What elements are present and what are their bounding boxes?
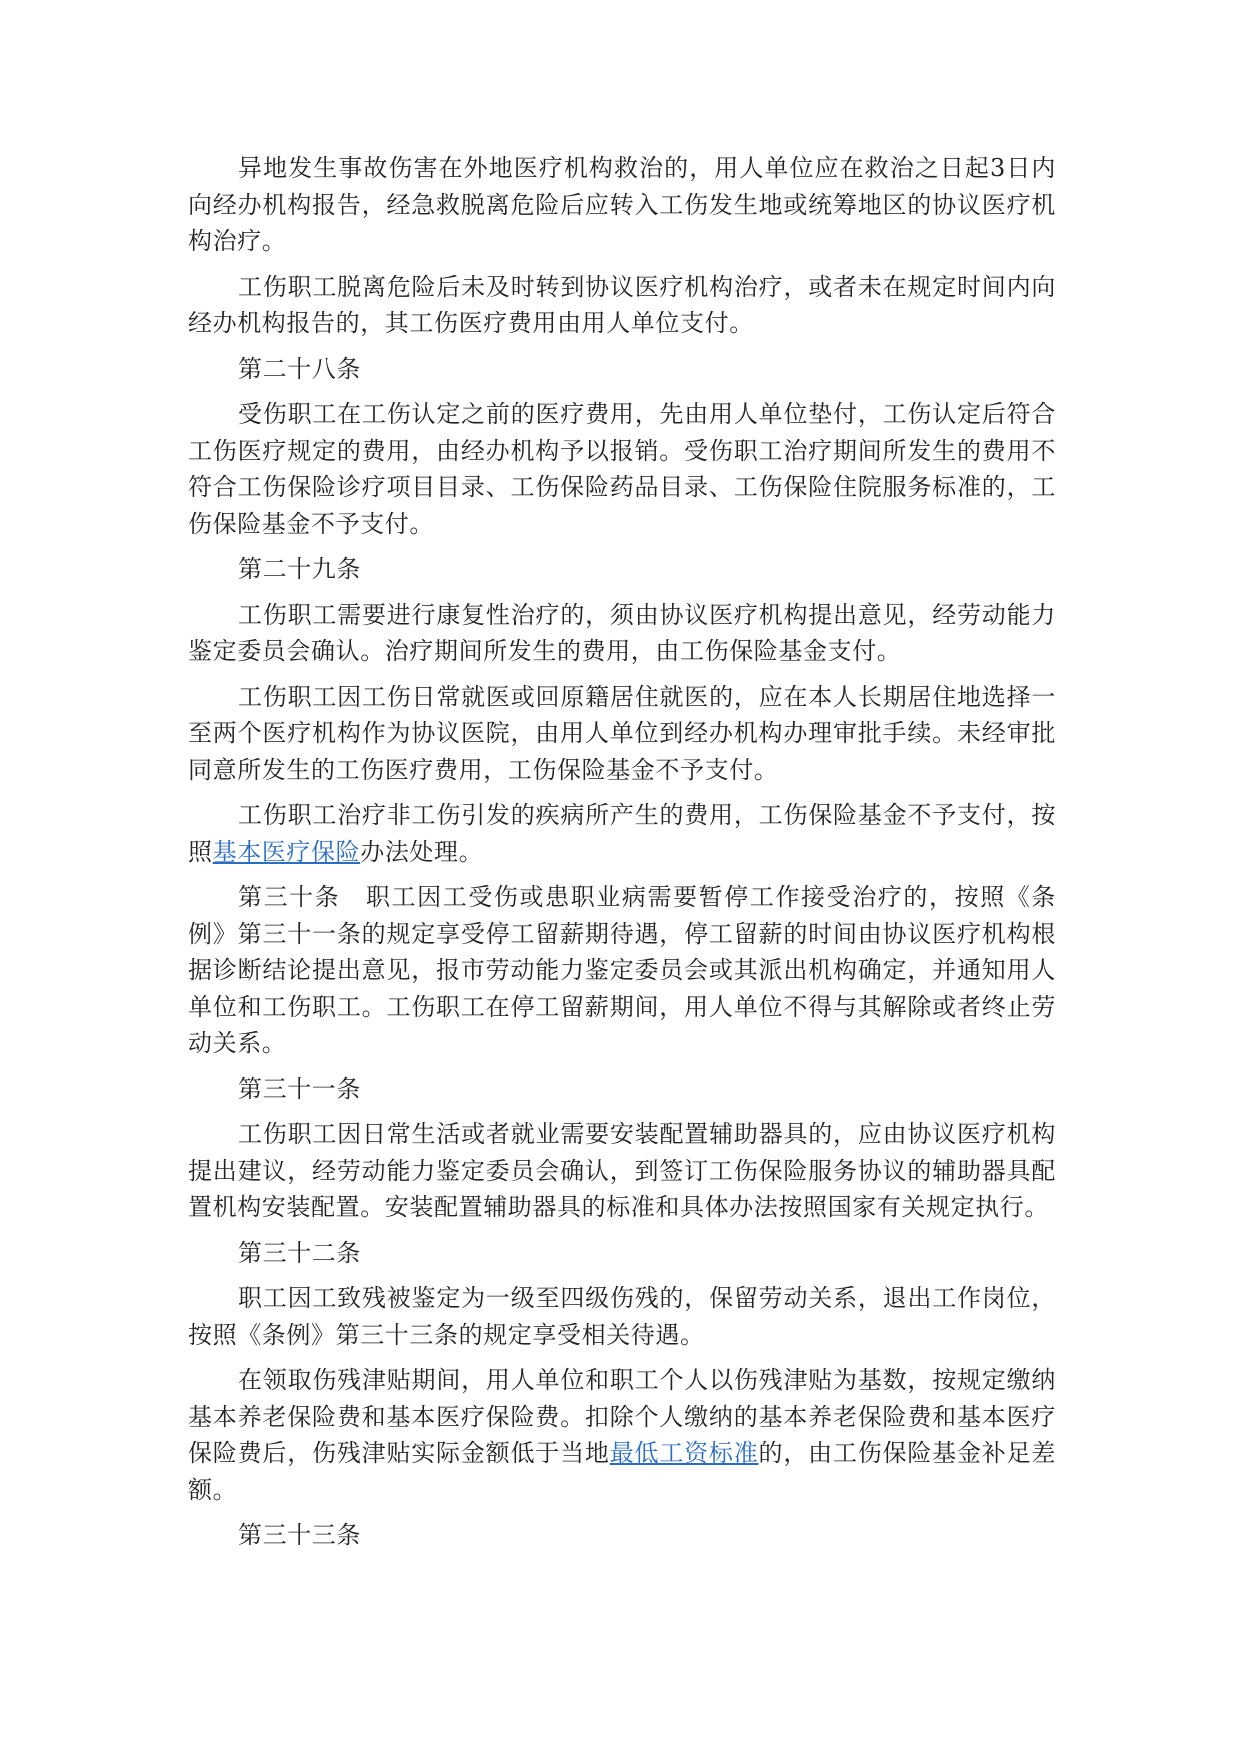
paragraph: 工伤职工脱离危险后未及时转到协议医疗机构治疗，或者未在规定时间内向经办机构报告的，其工伤医疗费用由用人单位支付。: [188, 272, 1056, 337]
article-heading-29: 第二十九条: [238, 555, 361, 583]
paragraph-text: 在领取伤残津贴期间，用人单位和职工个人以伤残津贴为基数，按规定缴纳基本养老保险费和基本医疗保险费。扣除个人缴纳的基本养老保险费和基本医疗保险费后，伤残津贴实际金额低于当地: [188, 1366, 1056, 1467]
paragraph: 异地发生事故伤害在外地医疗机构救治的，用人单位应在救治之日起3日内向经办机构报告，经急救脱离危险后应转入工伤发生地或统筹地区的协议医疗机构治疗。: [188, 154, 1056, 255]
paragraph: 工伤职工因工伤日常就医或回原籍居住就医的，应在本人长期居住地选择一至两个医疗机构作为协议医院，由用人单位到经办机构办理审批手续。未经审批同意所发生的工伤医疗费用，工伤保险基金不予支付。: [188, 682, 1056, 784]
document-page: [188, 150, 1056, 1563]
paragraph-text: 办法处理。: [360, 837, 484, 866]
paragraph-text: 的，由工伤保险基金补足差额。: [188, 1439, 1057, 1504]
paragraph: 工伤职工因日常生活或者就业需要安装配置辅助器具的，应由协议医疗机构提出建议，经劳动能力鉴定委员会确认，到签订工伤保险服务协议的辅助器具配置机构安装配置。安装配置辅助器具的标准和具体办法按照国家有关规定执行。: [188, 1120, 1056, 1221]
basic-medical-insurance-link[interactable]: 基本医疗保险: [212, 837, 361, 866]
minimum-wage-standard-link[interactable]: 最低工资标准: [609, 1439, 759, 1467]
article-heading-32: 第三十二条: [238, 1238, 361, 1267]
article-30-paragraph: 第三十条 职工因工受伤或患职业病需要暂停工作接受治疗的，按照《条例》第三十一条的规定享受停工留薪期待遇，停工留薪的时间由协议医疗机构根据诊断结论提出意见，报市劳动能力鉴定委员会或其派出机构确定，并通知用人单位和工伤职工。工伤职工在停工留薪期间，用人单位不得与其解除或者终止劳动关系。: [188, 883, 1056, 1057]
article-heading-33: 第三十三条: [238, 1521, 361, 1549]
article-heading-31: 第三十一条: [238, 1074, 361, 1103]
paragraph-with-link: [188, 1362, 1056, 1508]
paragraph-with-link: [188, 797, 1056, 870]
paragraph: 工伤职工需要进行康复性治疗的，须由协议医疗机构提出意见，经劳动能力鉴定委员会确认。治疗期间所发生的费用，由工伤保险基金支付。: [188, 600, 1056, 665]
paragraph: 职工因工致残被鉴定为一级至四级伤残的，保留劳动关系，退出工作岗位，按照《条例》第三十三条的规定享受相关待遇。: [188, 1284, 1056, 1349]
article-heading-28: 第二十八条: [238, 354, 361, 383]
paragraph: 受伤职工在工伤认定之前的医疗费用，先由用人单位垫付，工伤认定后符合工伤医疗规定的费用，由经办机构予以报销。受伤职工治疗期间所发生的费用不符合工伤保险诊疗项目目录、工伤保险药品目录、工伤保险住院服务标准的，工伤保险基金不予支付。: [188, 400, 1056, 538]
paragraph-text: 工伤职工治疗非工伤引发的疾病所产生的费用，工伤保险基金不予支付，按照: [188, 801, 1056, 866]
